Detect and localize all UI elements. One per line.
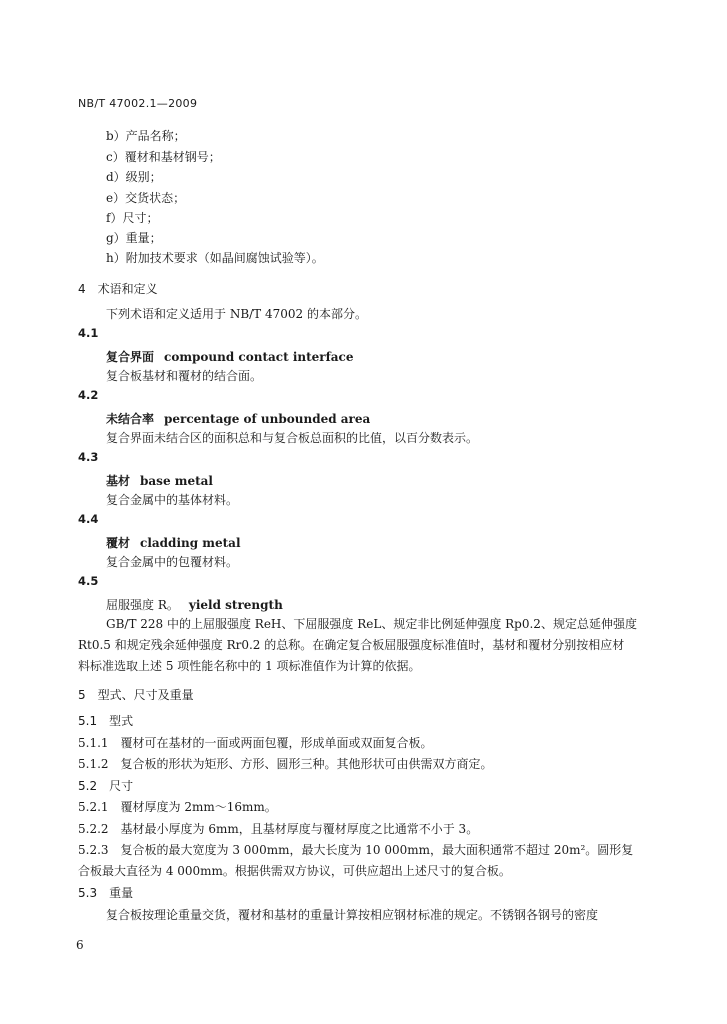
term-number-4-4: 4.4 bbox=[78, 512, 99, 526]
term-zh: 复合界面 bbox=[106, 350, 155, 364]
term-number-4-1: 4.1 bbox=[78, 326, 99, 340]
section-4-heading: 4 术语和定义 bbox=[78, 282, 158, 296]
term-definition-4-5-line: Rt0.5 和规定残余延伸强度 Rr0.2 的总称。在确定复合板屈服强度标准值时，基材和覆材分别按相应材 bbox=[78, 638, 625, 652]
list-item: c）覆材和基材钢号； bbox=[106, 150, 221, 164]
standard-number-header: NB/T 47002.1—2009 bbox=[78, 97, 198, 110]
term-definition-4-3: 复合金属中的基体材料。 bbox=[106, 493, 239, 507]
clause-text: 5.1.2 复合板的形状为矩形、方形、圆形三种。其他形状可由供需双方商定。 bbox=[78, 757, 493, 771]
term-title-4-4 bbox=[106, 532, 241, 551]
term-en: base metal bbox=[140, 474, 213, 488]
clause-text: 5.2.3 复合板的最大宽度为 3 000mm，最大长度为 10 000mm，最大面积通常不超过 20m²。圆形复 bbox=[78, 843, 634, 857]
term-definition-4-5-line: 料标准选取上述 5 项性能名称中的 1 项标准值作为计算的依据。 bbox=[78, 659, 421, 673]
list-item: h）附加技术要求（如晶间腐蚀试验等）。 bbox=[106, 251, 324, 265]
list-item: g）重量； bbox=[106, 231, 162, 245]
list-item: d）级别； bbox=[106, 170, 162, 184]
page-number: 6 bbox=[76, 938, 84, 952]
list-item: f）尺寸； bbox=[106, 211, 159, 225]
list-item: b）产品名称； bbox=[106, 129, 186, 143]
section-4-intro: 下列术语和定义适用于 NB/T 47002 的本部分。 bbox=[106, 307, 367, 321]
term-en: compound contact interface bbox=[164, 350, 354, 364]
clause-text: 5.1.1 覆材可在基材的一面或两面包覆，形成单面或双面复合板。 bbox=[78, 736, 433, 750]
list-item: e）交货状态； bbox=[106, 191, 186, 205]
term-title-4-5 bbox=[106, 594, 283, 613]
term-zh: 屈服强度 R。 bbox=[106, 598, 179, 612]
term-en: cladding metal bbox=[140, 536, 241, 550]
clause-paragraph: 复合板按理论重量交货，覆材和基材的重量计算按相应钢材标准的规定。不锈钢各钢号的密度 bbox=[106, 908, 599, 922]
term-number-4-2: 4.2 bbox=[78, 388, 99, 402]
term-definition-4-4: 复合金属中的包覆材料。 bbox=[106, 555, 239, 569]
term-en: percentage of unbounded area bbox=[164, 412, 371, 426]
term-zh: 未结合率 bbox=[106, 412, 155, 426]
term-definition-4-5-line: GB/T 228 中的上屈服强度 ReH、下屈服强度 ReL、规定非比例延伸强度 Rp0.2、规定总延伸强度 bbox=[106, 617, 637, 631]
term-number-4-5: 4.5 bbox=[78, 574, 99, 588]
clause-text: 5.2.1 覆材厚度为 2mm～16mm。 bbox=[78, 800, 277, 814]
term-definition-4-2: 复合界面未结合区的面积总和与复合板总面积的比值，以百分数表示。 bbox=[106, 431, 479, 445]
clause-text-continued: 合板最大直径为 4 000mm。根据供需双方协议，可供应超出上述尺寸的复合板。 bbox=[78, 864, 511, 878]
section-5-heading: 5 型式、尺寸及重量 bbox=[78, 688, 194, 702]
clause-heading: 5.1 型式 bbox=[78, 714, 134, 728]
term-number-4-3: 4.3 bbox=[78, 450, 99, 464]
term-definition-4-1: 复合板基材和覆材的结合面。 bbox=[106, 369, 263, 383]
term-title-4-1 bbox=[106, 346, 353, 365]
term-title-4-3 bbox=[106, 470, 213, 489]
term-en: yield strength bbox=[188, 598, 283, 612]
term-zh: 覆材 bbox=[106, 536, 131, 550]
clause-heading: 5.2 尺寸 bbox=[78, 779, 134, 793]
clause-text: 5.2.2 基材最小厚度为 6mm，且基材厚度与覆材厚度之比通常不小于 3。 bbox=[78, 822, 479, 836]
clause-heading: 5.3 重量 bbox=[78, 886, 134, 900]
term-zh: 基材 bbox=[106, 474, 131, 488]
term-title-4-2 bbox=[106, 408, 370, 427]
